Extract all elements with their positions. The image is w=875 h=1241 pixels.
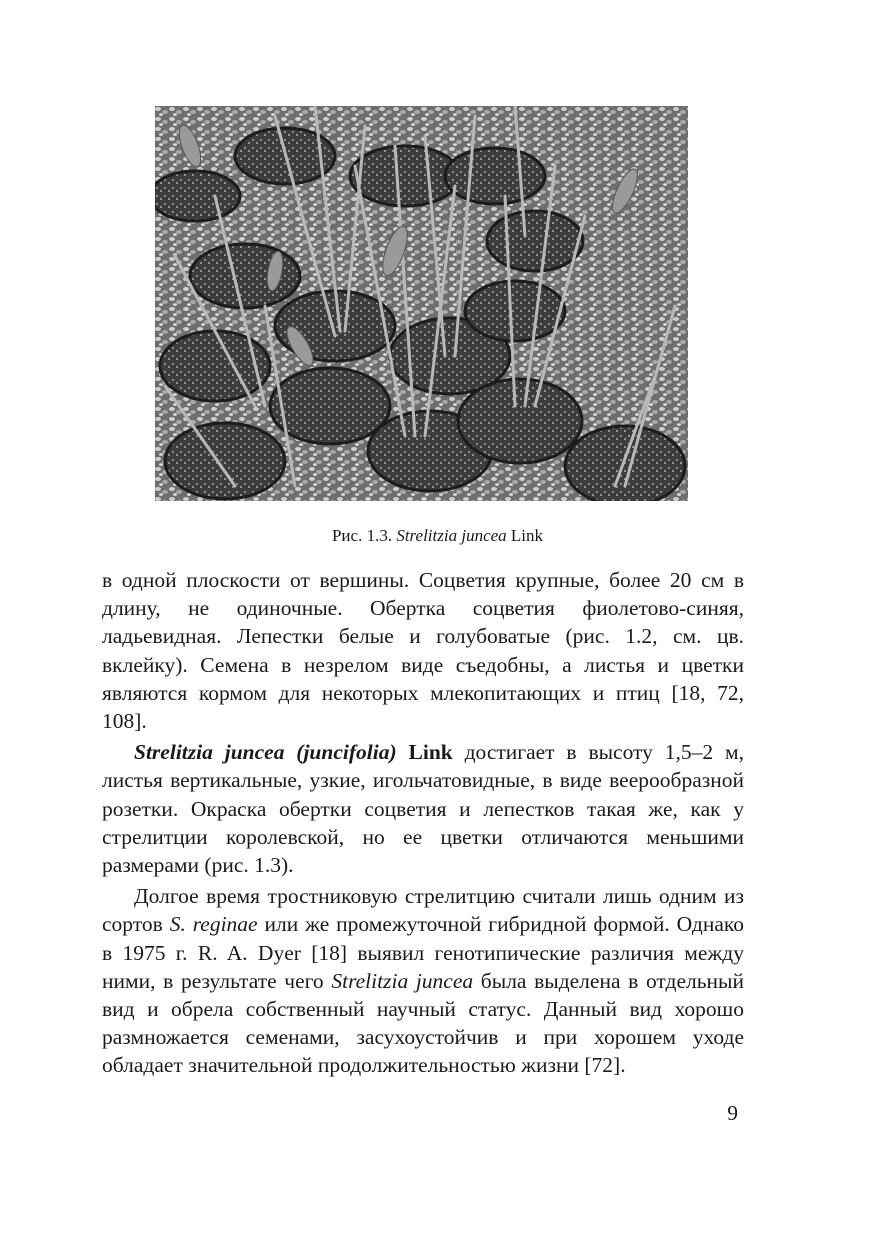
- species-author: Link: [396, 740, 453, 765]
- species-ref-reginae: S. reginae: [169, 912, 258, 937]
- caption-species: Strelitzia juncea: [396, 526, 507, 545]
- figure-caption: [0, 525, 875, 547]
- species-ref-juncea: Strelitzia juncea: [331, 968, 474, 993]
- caption-author: Link: [506, 526, 544, 545]
- paragraph-3: [102, 882, 744, 1079]
- figure-photo: [155, 106, 688, 501]
- paragraph-3-text-b: или же промежуточной гибридной формой. Однако в 1975 г. R. A. Dyer [18] выявил генотипические различия между ними, в результате чего: [102, 912, 744, 993]
- page-number: 9: [727, 1101, 738, 1125]
- paragraph-1: в одной плоскости от вершины. Соцветия крупные, более 20 см в длину, не одиночные. Обертка соцветия фиолетово-синяя, ладьевидная. Лепестки белые и голубоватые (рис. 1.2, см. цв. вклейку). Семена в незрелом виде съедобны, а листья и цветки являются кормом для некоторых млекопитающих и птиц [18, 72, 108].: [102, 568, 744, 734]
- species-name: Strelitzia juncea (juncifolia): [134, 740, 397, 765]
- caption-prefix: Рис. 1.3.: [331, 526, 397, 545]
- paragraph-2-text: достигает в высоту 1,5–2 м, листья вертикальные, узкие, игольчатовидные, в виде веерообразной розетки. Окраска обертки соцветия и лепестков такая же, как у стрелитции королевской, но ее цветки отличаются меньшими размерами (рис. 1.3).: [102, 740, 744, 878]
- paragraph-3-text-a: Долгое время тростниковую стрелитцию считали лишь одним из сортов: [102, 884, 744, 937]
- paragraph-2: [102, 738, 744, 879]
- plants-photo-illustration: [155, 106, 688, 501]
- paragraph-3-text-c: была выделена в отдельный вид и обрела собственный научный статус. Данный вид хорошо размножается семенами, засухоустойчив и при хорошем уходе обладает значительной продолжительностью жизни [72].: [102, 968, 745, 1078]
- body-text: [102, 566, 744, 1080]
